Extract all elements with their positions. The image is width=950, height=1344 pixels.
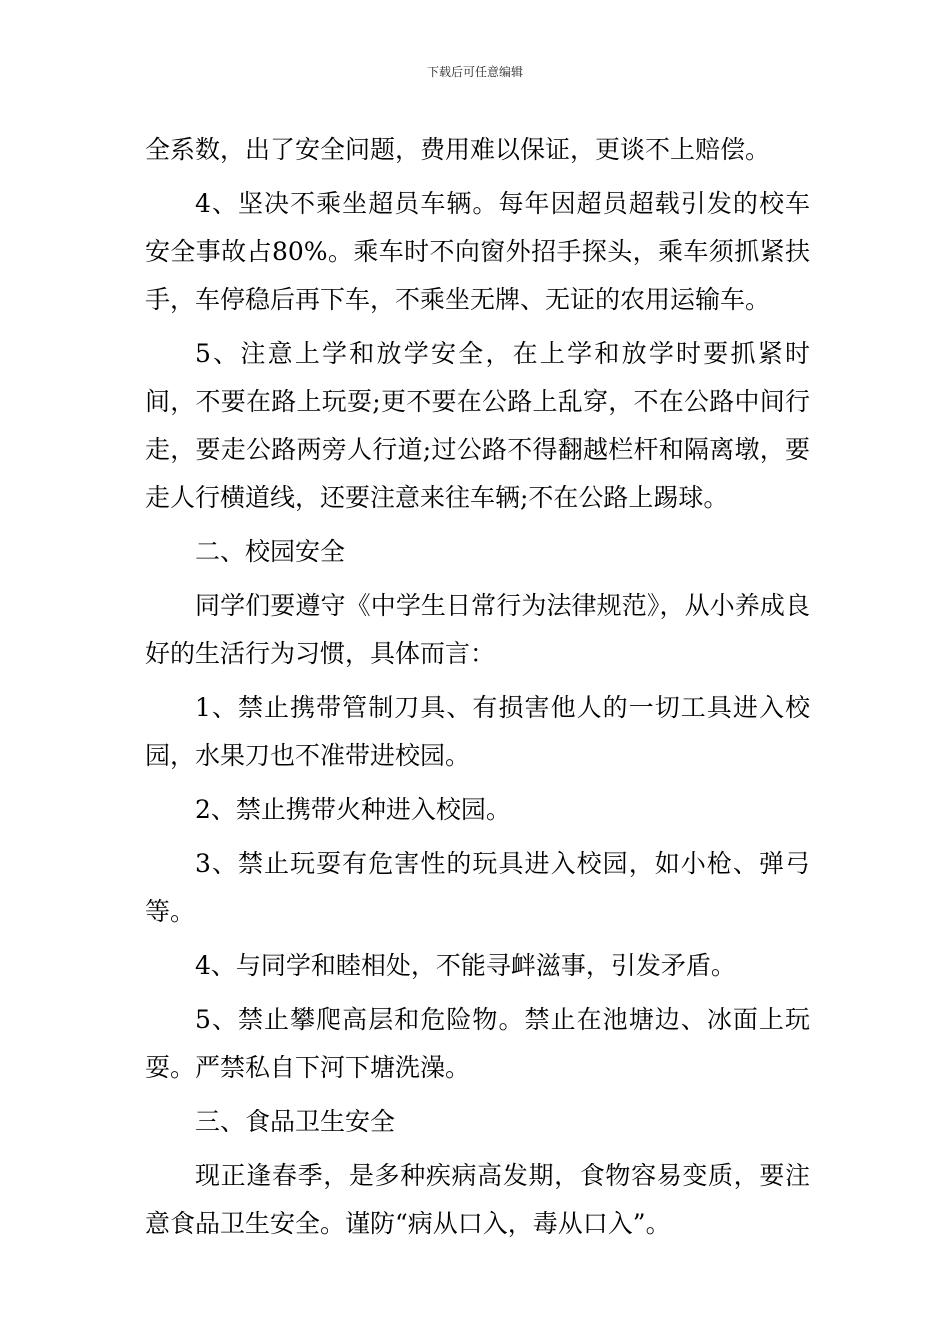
document-body: [145, 126, 810, 1254]
page-header: 下载后可任意编辑: [426, 65, 523, 79]
paragraph-10: 5、禁止攀爬高层和危险物。禁止在池塘边、冰面上玩耍。严禁私自下河下塘洗澡。: [145, 1005, 810, 1082]
paragraph-12: 现正逢春季，是多种疾病高发期，食物容易变质，要注意食品卫生安全。谨防“病从口入，毒从口入”。: [145, 1161, 810, 1238]
section-heading-campus-safety: 二、校园安全: [195, 537, 346, 566]
paragraph-5: 同学们要遵守《中学生日常行为法律规范》，从小养成良好的生活行为习惯，具体而言：: [145, 591, 810, 668]
section-heading-food-safety: 三、食品卫生安全: [195, 1107, 396, 1136]
paragraph-7: 2、禁止携带火种进入校园。: [195, 795, 511, 824]
paragraph-2: 4、坚决不乘坐超员车辆。每年因超员超载引发的校车安全事故占80%。乘车时不向窗外招手探头，乘车须抓紧扶手，车停稳后再下车，不乘坐无牌、无证的农用运输车。: [145, 189, 810, 314]
paragraph-9: 4、与同学和睦相处，不能寻衅滋事，引发矛盾。: [195, 951, 736, 980]
paragraph-1: 全系数，出了安全问题，费用难以保证，更谈不上赔偿。: [145, 135, 771, 164]
paragraph-6: 1、禁止携带管制刀具、有损害他人的一切工具进入校园，水果刀也不准带进校园。: [145, 693, 810, 770]
paragraph-3: 5、注意上学和放学安全，在上学和放学时要抓紧时间，不要在路上玩耍;更不要在公路上乱穿，不在公路中间行走，要走公路两旁人行道;过公路不得翻越栏杆和隔离墩，要走人行横道线，还要注意来往车辆;不在公路上踢球。: [145, 339, 810, 512]
paragraph-8: 3、禁止玩耍有危害性的玩具进入校园，如小枪、弹弓等。: [145, 849, 810, 926]
